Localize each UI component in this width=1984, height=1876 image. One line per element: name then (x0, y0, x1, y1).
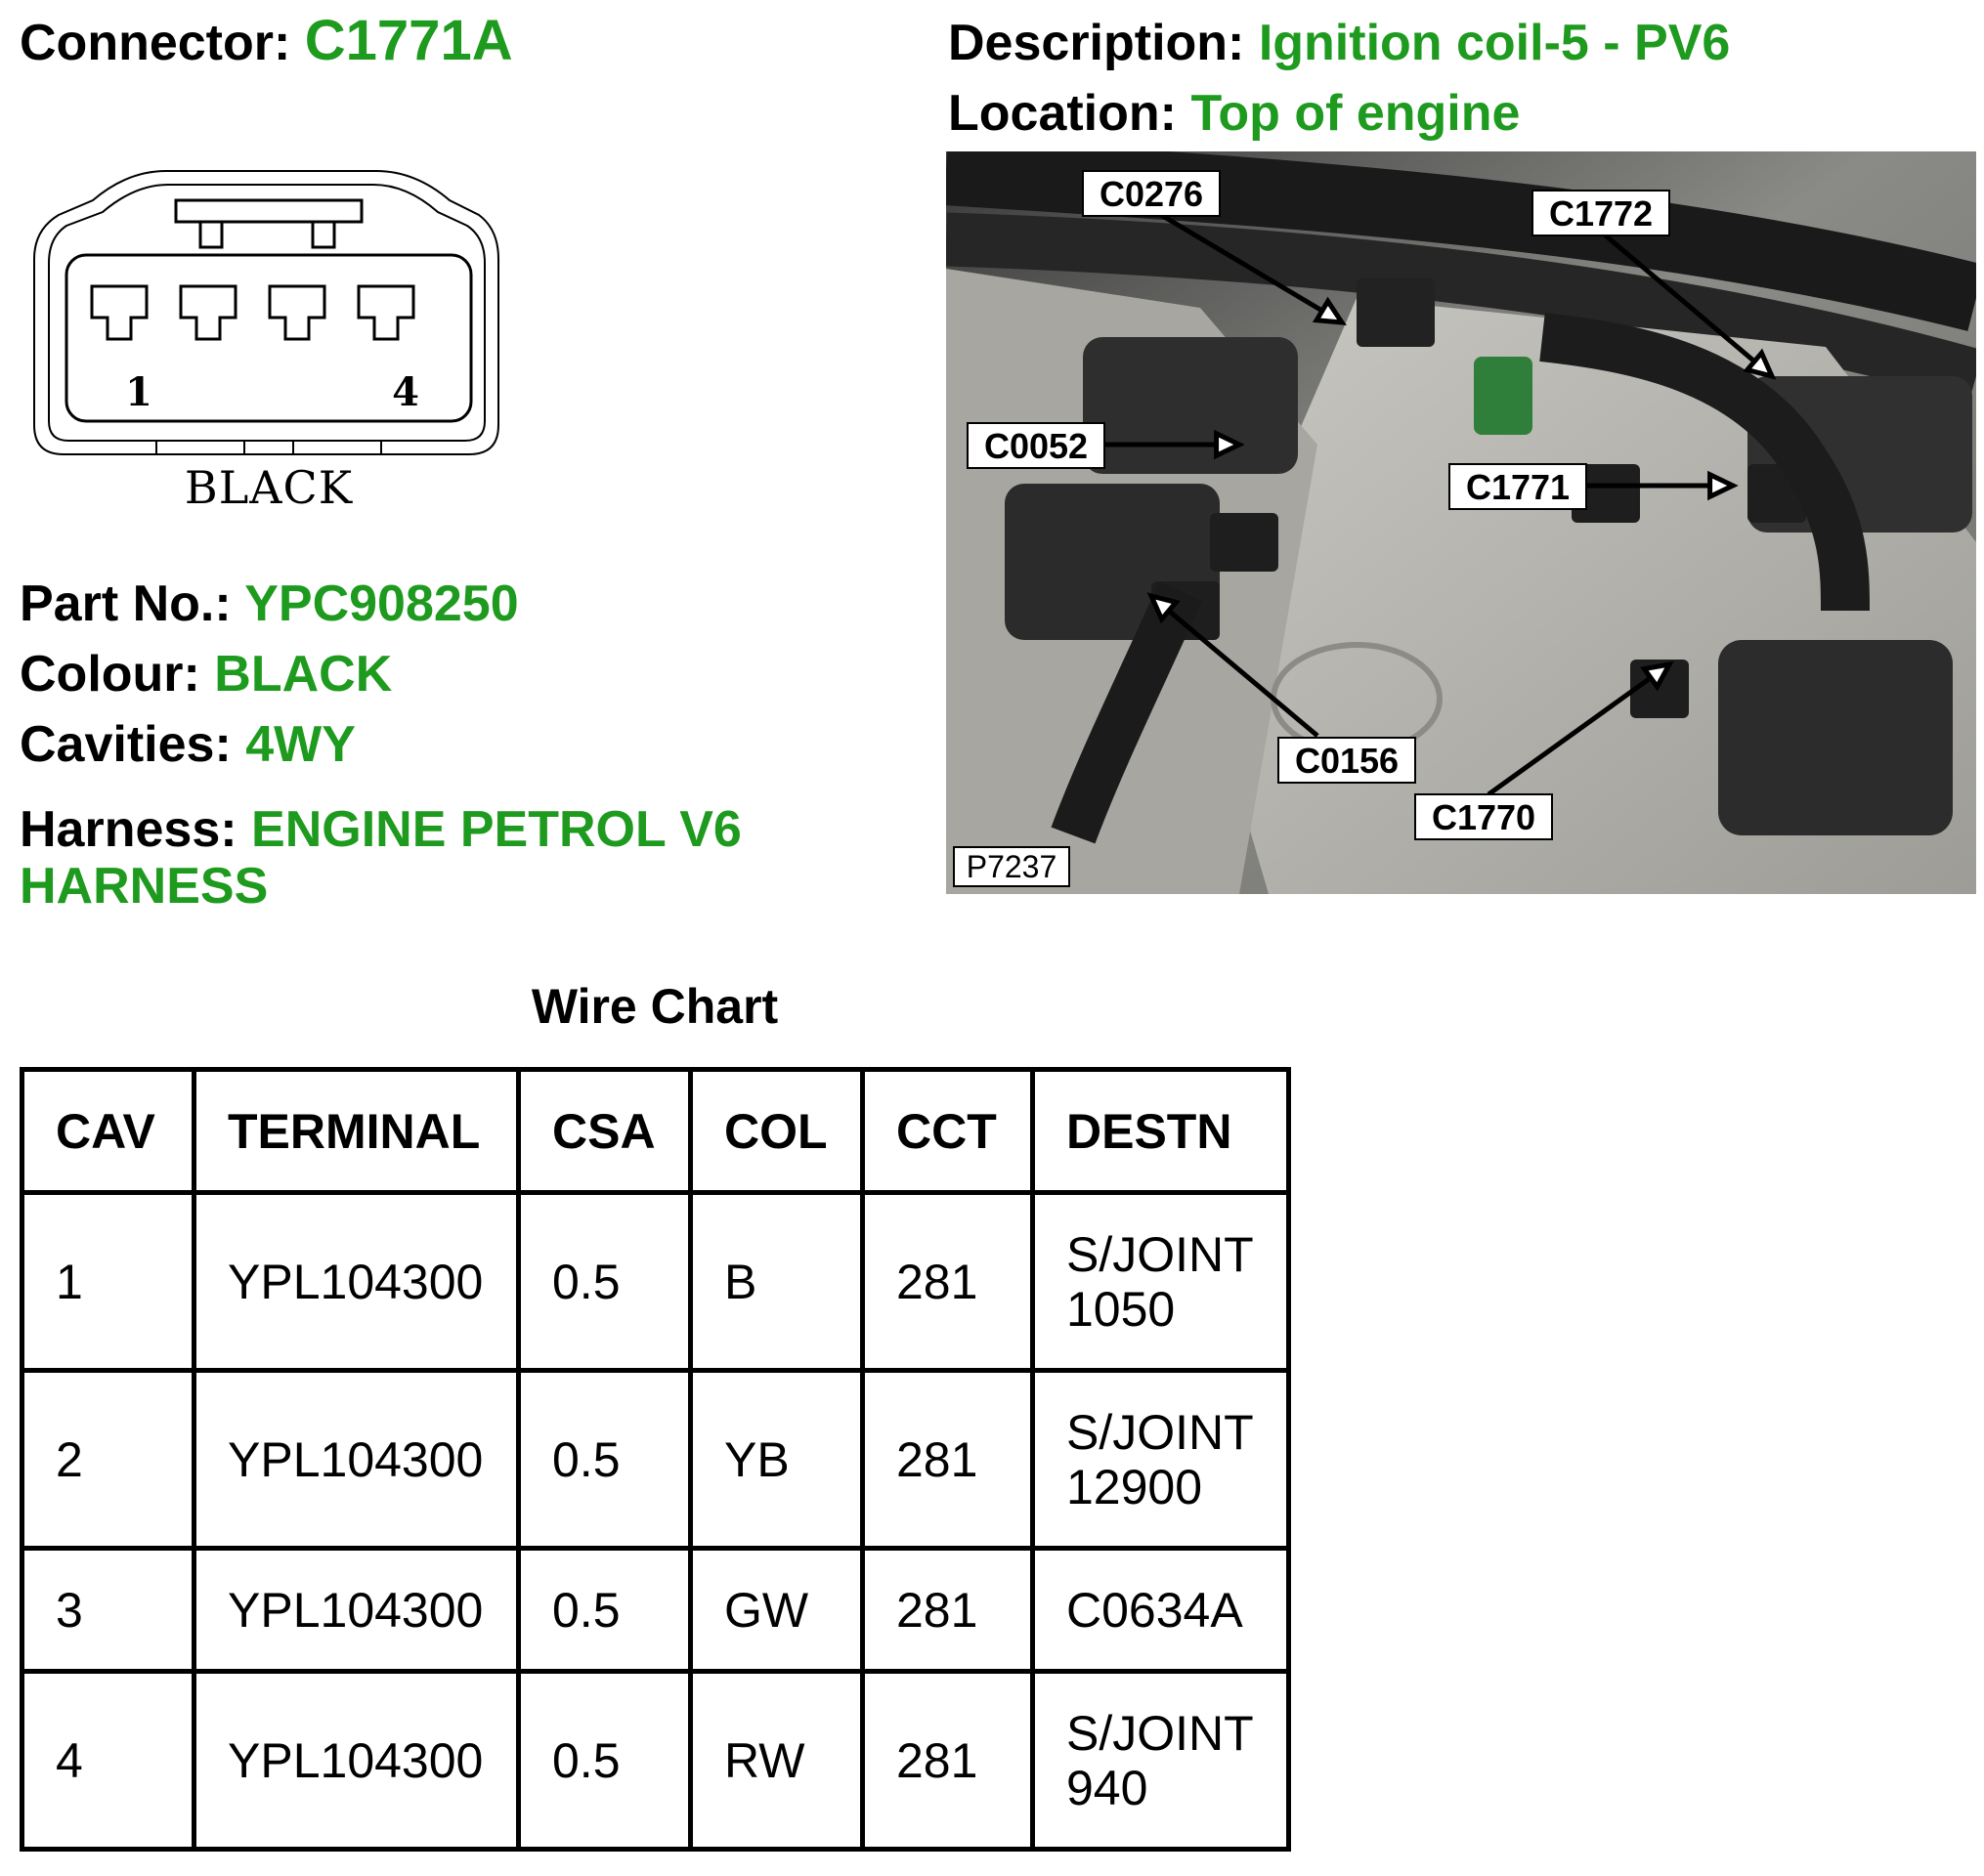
connector-value: C1771A (304, 9, 513, 72)
connector-heading (20, 9, 513, 72)
callout-label: C0276 (1099, 174, 1204, 214)
location-label: Location: (948, 85, 1177, 142)
callout-label: C1772 (1548, 193, 1654, 234)
table-cell: 281 (863, 1193, 1033, 1371)
diagram-colour-label: BLACK (184, 461, 354, 514)
table-row (22, 1549, 1289, 1672)
colour-label: Colour: (20, 646, 200, 703)
callout-label: C1770 (1431, 797, 1536, 837)
cavities-value: 4WY (245, 716, 356, 773)
col-header: DESTN (1033, 1070, 1289, 1193)
table-cell: YPL104300 (194, 1549, 519, 1672)
table-row (22, 1371, 1289, 1549)
pin-cavity (92, 286, 147, 339)
table-header-row (22, 1070, 1289, 1193)
table-cell: YPL104300 (194, 1193, 519, 1371)
wire-chart-table (20, 1067, 1291, 1852)
callout-label: C0052 (983, 426, 1089, 466)
location-value: Top of engine (1190, 85, 1521, 142)
col-header: CCT (863, 1070, 1033, 1193)
connector-label: Connector: (20, 15, 291, 71)
table-cell: S/JOINT 940 (1033, 1672, 1289, 1850)
engine-location-photo (946, 151, 1976, 894)
col-header: CAV (22, 1070, 194, 1193)
table-cell: 281 (863, 1549, 1033, 1672)
table-cell: 281 (863, 1672, 1033, 1850)
table-cell: RW (691, 1672, 863, 1850)
table-cell: YB (691, 1371, 863, 1549)
table-cell: S/JOINT 12900 (1033, 1371, 1289, 1549)
pin-label-last: 4 (392, 369, 419, 415)
table-cell: 2 (22, 1371, 194, 1549)
pin-cavity (270, 286, 324, 339)
callout-label: C1771 (1465, 467, 1571, 507)
table-row (22, 1672, 1289, 1850)
table-cell: 281 (863, 1371, 1033, 1549)
table-cell: 0.5 (519, 1672, 691, 1850)
table-cell: S/JOINT 1050 (1033, 1193, 1289, 1371)
pin-label-first: 1 (125, 369, 152, 415)
colour-value: BLACK (214, 646, 393, 703)
col-header: TERMINAL (194, 1070, 519, 1193)
harness-line (20, 801, 762, 915)
cavities-line (20, 715, 356, 774)
table-cell: C0634A (1033, 1549, 1289, 1672)
table-cell: YPL104300 (194, 1371, 519, 1549)
wire-chart-title: Wire Chart (531, 979, 779, 1034)
table-cell: 0.5 (519, 1371, 691, 1549)
table-row (22, 1193, 1289, 1371)
description-value: Ignition coil-5 - PV6 (1258, 15, 1731, 71)
table-cell: GW (691, 1549, 863, 1672)
table-cell: 1 (22, 1193, 194, 1371)
description-label: Description: (948, 15, 1245, 71)
description-line (948, 14, 1730, 72)
pin-cavity (181, 286, 236, 339)
photo-figure-id: P7237 (966, 849, 1057, 884)
part-value: YPC908250 (244, 576, 519, 632)
cavities-label: Cavities: (20, 716, 232, 773)
location-line (948, 84, 1520, 143)
pin-cavity (359, 286, 413, 339)
table-cell: YPL104300 (194, 1672, 519, 1850)
callout-label: C0156 (1294, 741, 1400, 781)
connector-face-diagram (20, 161, 518, 523)
table-cell: 0.5 (519, 1549, 691, 1672)
part-label: Part No.: (20, 576, 232, 632)
col-header: COL (691, 1070, 863, 1193)
colour-line (20, 645, 392, 704)
part-number-line (20, 575, 519, 633)
table-cell: B (691, 1193, 863, 1371)
table-cell: 3 (22, 1549, 194, 1672)
table-cell: 0.5 (519, 1193, 691, 1371)
table-cell: 4 (22, 1672, 194, 1850)
harness-label: Harness: (20, 801, 237, 858)
col-header: CSA (519, 1070, 691, 1193)
harness-value: ENGINE PETROL V6 HARNESS (20, 801, 742, 915)
